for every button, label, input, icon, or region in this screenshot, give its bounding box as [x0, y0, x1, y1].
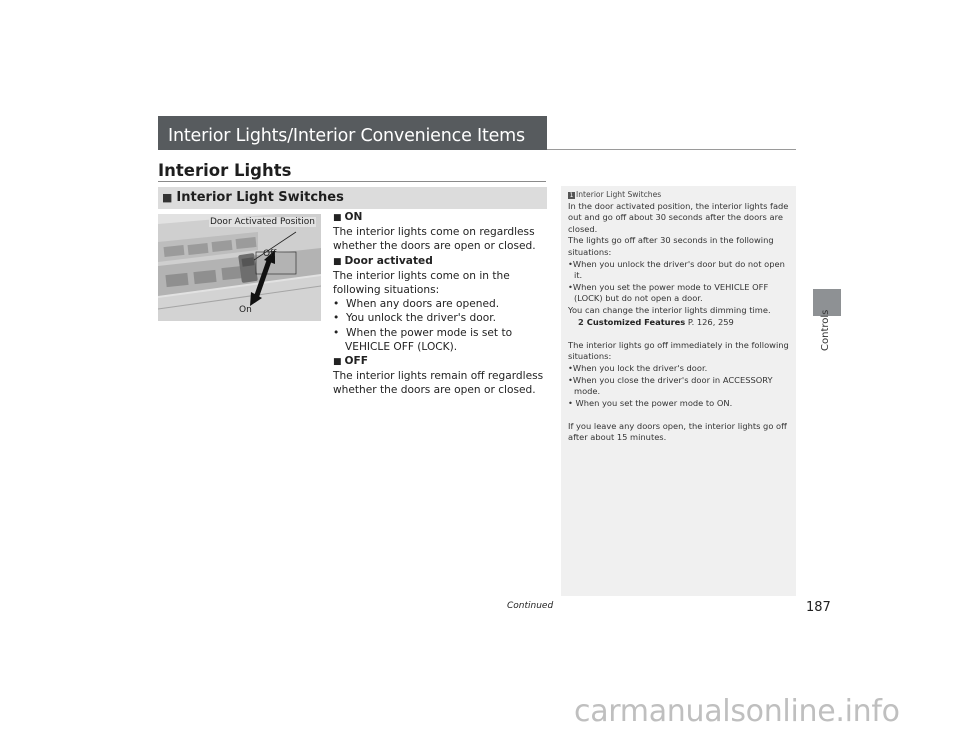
on-heading-text: ON [344, 211, 363, 223]
door-activated-heading-text: Door activated [344, 254, 433, 267]
continued-label: Continued [507, 601, 554, 611]
side-note-title-text: Interior Light Switches [576, 190, 662, 199]
side-note-content [568, 189, 790, 444]
note-paragraph: You can change the interior lights dimming time. [568, 304, 771, 315]
square-marker-icon: ■ [333, 357, 342, 368]
arrow-icon: 2 [578, 316, 584, 327]
off-text: The interior lights remain off regardless whether the doors are open or closed. [333, 370, 544, 397]
list-item: • When any doors are opened. [333, 298, 500, 311]
section-title: Interior Lights [158, 161, 292, 180]
on-text: The interior lights come on regardless whether the doors are open or closed. [333, 226, 536, 253]
square-marker-icon: ■ [333, 256, 342, 267]
section-rule [158, 181, 546, 182]
square-marker-icon: ■ [162, 191, 173, 204]
note-paragraph: The interior lights go off immediately in the following situations: [568, 339, 789, 362]
list-item: • When you set the power mode to ON. [568, 397, 733, 408]
list-item: •When you close the driver's door in ACCESSORY mode. [568, 374, 773, 397]
note-paragraph: In the door activated position, the interior lights fade out and go off about 30 seconds after the doors are closed. [568, 200, 789, 234]
off-label: Off [263, 249, 277, 259]
cross-reference-link[interactable] [568, 317, 790, 329]
page-number: 187 [806, 600, 831, 615]
door-activated-text: The interior lights come on in the following situations: [333, 269, 510, 297]
door-activated-label: Door Activated Position [210, 217, 316, 227]
chapter-tab-label: Controls [820, 309, 831, 351]
cross-reference-pages: P. 126, 259 [687, 316, 734, 327]
list-item: •When you set the power mode to VEHICLE OFF (LOCK) but do not open a door. [568, 281, 769, 304]
list-item: •When you lock the driver's door. [568, 362, 708, 373]
side-note-title [568, 189, 790, 201]
list-item: • When the power mode is set to VEHICLE OFF (LOCK). [333, 326, 513, 353]
cross-reference-label: Customized Features [586, 316, 686, 327]
subsection-title-text: Interior Light Switches [176, 190, 344, 205]
list-item: • You unlock the driver's door. [333, 312, 496, 325]
note-marker-icon: 1 [569, 192, 574, 199]
off-heading [333, 354, 549, 369]
door-activated-heading [333, 254, 549, 269]
watermark: carmanualsonline.info [574, 694, 900, 729]
switch-description [333, 210, 549, 398]
off-heading-text: OFF [344, 355, 368, 368]
square-marker-icon: ■ [333, 213, 342, 223]
list-item: •When you unlock the driver's door but do not open it. [568, 258, 785, 281]
note-paragraph: If you leave any doors open, the interior lights go off after about 15 minutes. [568, 420, 787, 443]
on-heading [333, 210, 549, 225]
note-paragraph: The lights go off after 30 seconds in the following situations: [568, 235, 774, 257]
subsection-title [162, 190, 344, 205]
chapter-title: Interior Lights/Interior Convenience Items [168, 126, 525, 146]
on-label: On [239, 305, 252, 315]
header-rule [547, 149, 796, 150]
